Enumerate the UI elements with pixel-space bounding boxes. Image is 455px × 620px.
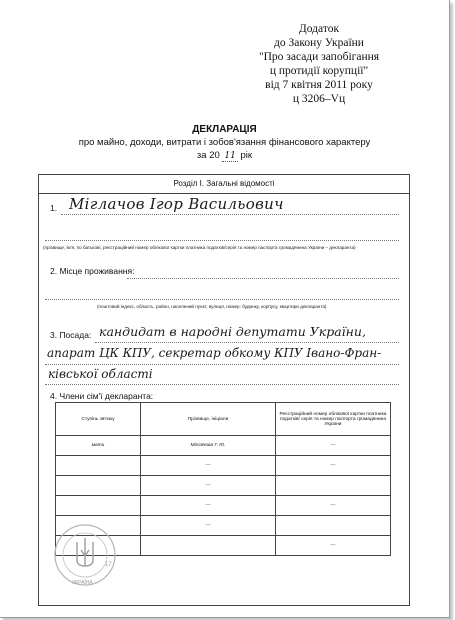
- field-2-label: 2. Місце проживання:: [50, 266, 135, 276]
- official-stamp: [50, 520, 120, 590]
- cell-name: —: [141, 456, 276, 476]
- field-1-handwritten-name: Міглачов Ігор Васильович: [69, 195, 284, 213]
- declaration-subtitle: про майно, доходи, витрати і зобов'язання фінансового характеру: [78, 137, 371, 148]
- cell-relation: [56, 456, 141, 476]
- cell-name: Міглачова Г. Ю.: [141, 436, 276, 456]
- field-4-label: 4. Члени сім'ї декларанта:: [50, 391, 154, 401]
- column-header-id: Реєстраційний номер облікової картки платника податків/ серія та номер паспорта громадянина України: [276, 403, 391, 436]
- appendix-line: "Про засади запобігання: [258, 51, 380, 63]
- column-header-name: Прізвище, ініціали: [141, 403, 276, 436]
- field-2-line: [127, 278, 399, 279]
- table-row: [56, 496, 391, 516]
- appendix-line: до Закону України: [274, 37, 364, 49]
- field-3-handwritten-line-2: апарат ЦК КПУ, секретар обкому КПУ Івано-Фран-: [47, 346, 382, 360]
- cell-id: —: [276, 456, 391, 476]
- year-suffix: рік: [240, 150, 253, 161]
- appendix-line: від 7 квітня 2011 року: [265, 79, 373, 91]
- cell-name: [141, 536, 276, 556]
- declaration-year-line: [0, 150, 449, 161]
- field-3-handwritten-line-3: ківської області: [48, 367, 153, 381]
- appendix-line: ц протидії корупції": [269, 65, 369, 77]
- field-1-line-2: [45, 240, 399, 241]
- cell-id: [276, 516, 391, 536]
- field-3-label: 3. Посада:: [50, 330, 92, 340]
- cell-id: —: [276, 496, 391, 516]
- field-2-line-2: [45, 299, 399, 300]
- appendix-header: [252, 22, 386, 106]
- field-1-line: [61, 214, 399, 215]
- appendix-line: Додаток: [298, 23, 340, 35]
- table-row: [56, 456, 391, 476]
- cell-name: —: [141, 516, 276, 536]
- column-header-relation: Ступінь зв'язку: [56, 403, 141, 436]
- year-handwritten: 11: [224, 151, 236, 161]
- table-row: [56, 436, 391, 456]
- declaration-title: ДЕКЛАРАЦІЯ: [192, 124, 257, 135]
- cell-id: —: [276, 436, 391, 456]
- cell-relation: [56, 496, 141, 516]
- cell-name: —: [141, 496, 276, 516]
- field-3-line: [95, 342, 399, 343]
- field-1-number: 1.: [50, 203, 58, 213]
- year-prefix: за 20: [196, 150, 220, 161]
- stamp-number: 17: [105, 562, 112, 568]
- field-1-note: (прізвище, ім'я, по батькові, реєстраційний номер облікової картки платника податків/серія та номер паспорта громадянина України – декларанта): [43, 245, 356, 250]
- appendix-line: ц 3206–Vц: [292, 93, 346, 105]
- cell-relation: мати: [56, 436, 141, 456]
- cell-relation: [56, 476, 141, 496]
- field-2-note: (поштовий індекс, область, район, населений пункт, вулиця, номер: будинку, корпусу, квартири декларанта): [97, 304, 327, 309]
- table-row: [56, 476, 391, 496]
- field-3-line-3: [45, 384, 399, 385]
- field-3-line-2: [45, 364, 399, 365]
- cell-name: —: [141, 476, 276, 496]
- cell-id: [276, 476, 391, 496]
- cell-id: —: [276, 536, 391, 556]
- stamp-bottom-text: УКРАЇНА: [72, 580, 93, 586]
- section-header: Розділ І. Загальні відомості: [39, 175, 409, 194]
- field-3-handwritten-line-1: кандидат в народні депутати України,: [99, 324, 366, 339]
